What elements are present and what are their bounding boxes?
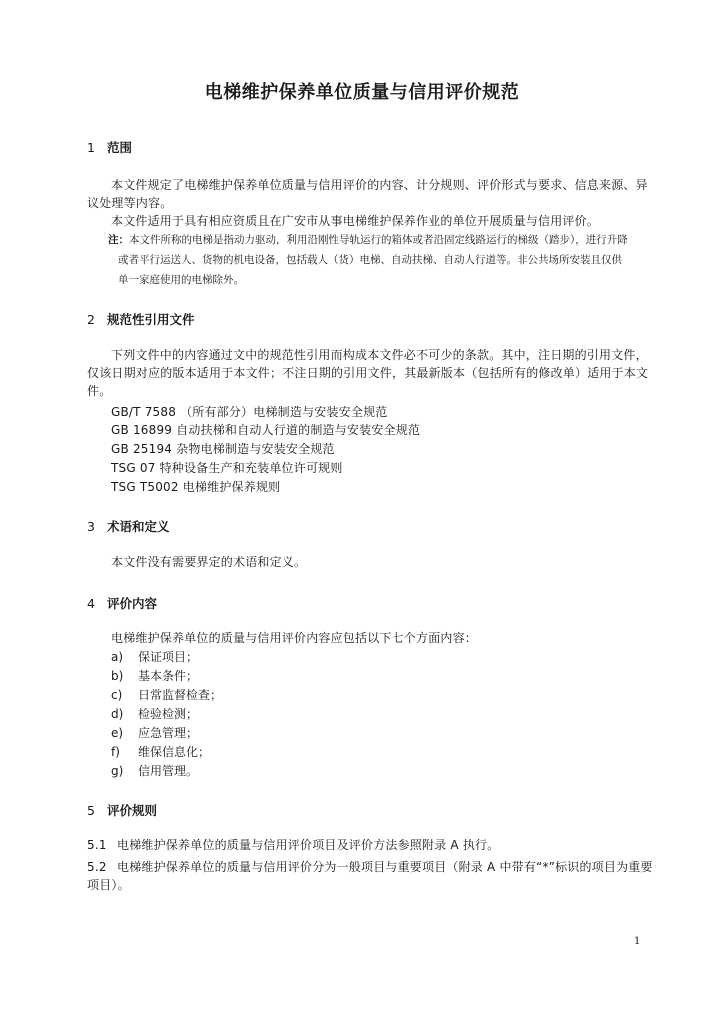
section-1-note: [108, 230, 660, 290]
section-1-paragraph-2: 本文件适用于具有相应资质且在广安市从事电梯维护保养作业的单位开展质量与信用评价。: [111, 214, 600, 228]
reference-item: TSG 07 特种设备生产和充装单位许可规则: [111, 461, 343, 475]
section-2-paragraph-1: 下列文件中的内容通过文中的规范性引用而构成本文件必不可少的条款。其中，注日期的引用文件，仅该日期对应的版本适用于本文件；不注日期的引用文件，其最新版本（包括所有的修改单）适用于本文件。: [87, 348, 649, 398]
list-text: 日常监督检查；: [138, 688, 223, 702]
section-3-paragraph-1: 本文件没有需要界定的术语和定义。: [111, 555, 307, 569]
reference-item: GB 16899 自动扶梯和自动人行道的制造与安装安全规范: [111, 423, 421, 437]
section-number: 1: [87, 140, 95, 155]
list-text: 应急管理；: [138, 726, 199, 740]
section-title: 术语和定义: [107, 519, 170, 534]
section-number: 2: [87, 312, 95, 327]
list-item: [111, 705, 198, 723]
note-text-line-3: 单一家庭使用的电梯除外。: [118, 274, 244, 286]
list-text: 保证项目；: [138, 650, 199, 664]
section-5-heading: [87, 801, 157, 819]
list-item: [111, 667, 198, 685]
list-item: [111, 686, 222, 704]
clause-5-2: [87, 858, 659, 894]
section-4-heading: [87, 594, 157, 612]
section-4-intro: 电梯维护保养单位的质量与信用评价内容应包括以下七个方面内容：: [111, 631, 478, 645]
clause-number: 5.2: [87, 860, 107, 874]
clause-5-1: [87, 836, 659, 854]
list-marker: d): [111, 707, 124, 721]
clause-number: 5.1: [87, 838, 107, 852]
list-item: [111, 724, 198, 742]
list-marker: e): [111, 726, 124, 740]
list-marker: a): [111, 650, 124, 664]
list-text: 维保信息化；: [138, 745, 211, 759]
section-number: 5: [87, 803, 95, 818]
clause-text: 电梯维护保养单位的质量与信用评价分为一般项目与重要项目（附录 A 中带有“*”标识的项目为重要项目）。: [87, 860, 653, 892]
section-number: 4: [87, 596, 95, 611]
clause-text: 电梯维护保养单位的质量与信用评价项目及评价方法参照附录 A 执行。: [117, 838, 500, 852]
document-title: 电梯维护保养单位质量与信用评价规范: [204, 82, 520, 103]
section-2-heading: [87, 310, 195, 328]
list-item: [111, 648, 198, 666]
reference-item: GB/T 7588 （所有部分）电梯制造与安装安全规范: [111, 405, 388, 419]
list-marker: f): [111, 745, 120, 759]
list-marker: g): [111, 764, 124, 778]
reference-item: GB 25194 杂物电梯制造与安装安全规范: [111, 442, 335, 456]
note-text-line-1: 本文件所称的电梯是指动力驱动，利用沿刚性导轨运行的箱体或者沿固定线路运行的梯级（踏步），进行升降: [129, 234, 628, 246]
note-text-line-2: 或者平行运送人、货物的机电设备，包括载人（货）电梯、自动扶梯、自动人行道等。非公共场所安装且仅供: [118, 254, 622, 266]
list-marker: b): [111, 669, 124, 683]
section-title: 评价规则: [107, 803, 158, 818]
note-label: 注：: [108, 234, 129, 246]
reference-item: TSG T5002 电梯维护保养规则: [111, 480, 281, 494]
page-number: 1: [634, 936, 641, 947]
section-1-heading: [87, 138, 132, 156]
list-text: 信用管理。: [138, 764, 199, 778]
list-marker: c): [111, 688, 123, 702]
section-title: 规范性引用文件: [107, 312, 195, 327]
list-text: 基本条件；: [138, 669, 199, 683]
section-title: 范围: [107, 140, 133, 155]
section-1-paragraph-1: 本文件规定了电梯维护保养单位质量与信用评价的内容、计分规则、评价形式与要求、信息来源、异议处理等内容。: [87, 178, 648, 210]
section-3-heading: [87, 517, 170, 535]
list-text: 检验检测；: [138, 707, 199, 721]
list-item: [111, 743, 210, 761]
section-number: 3: [87, 519, 95, 534]
section-title: 评价内容: [107, 596, 158, 611]
list-item: [111, 762, 198, 780]
